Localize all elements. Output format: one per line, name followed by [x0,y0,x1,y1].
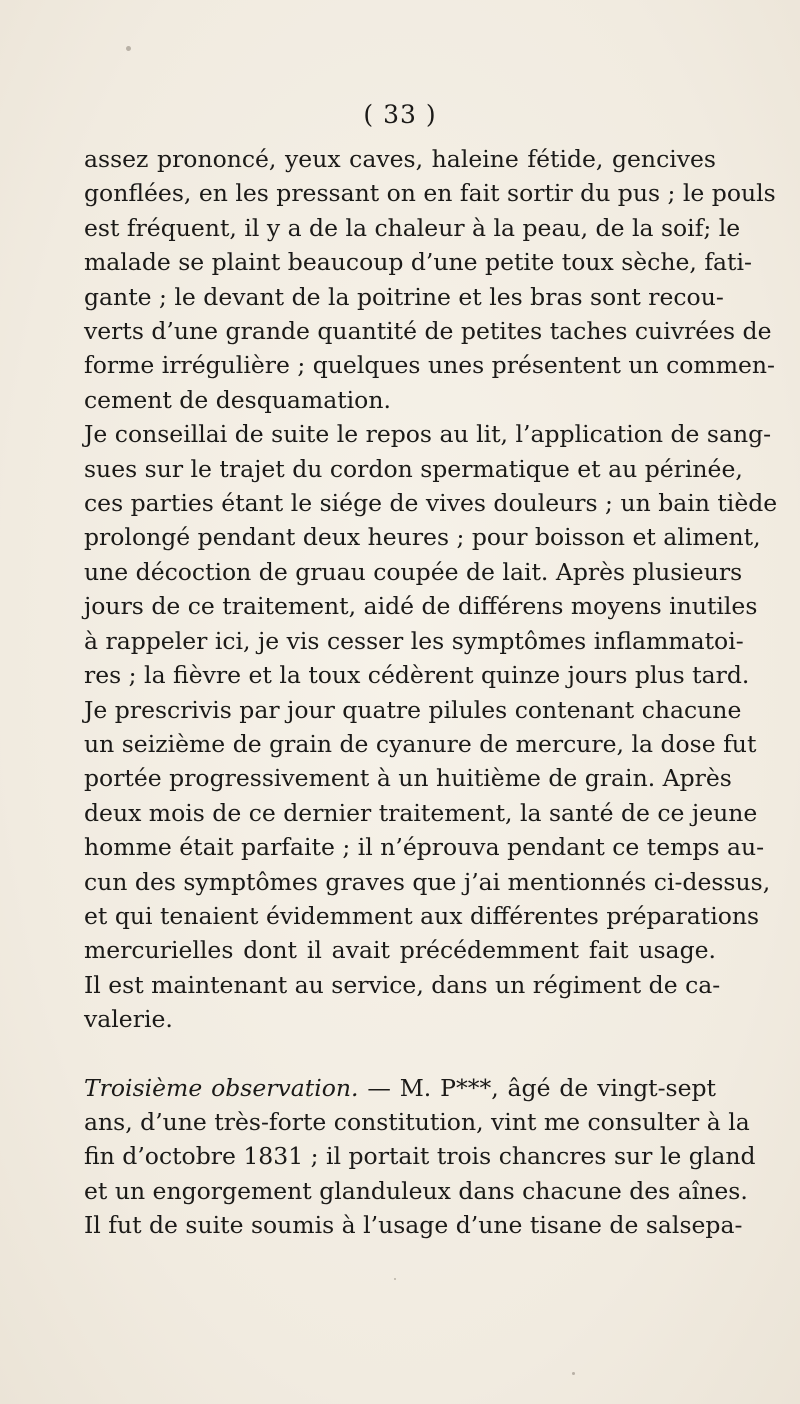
text-line: homme était parfaite ; il n’éprouva pendant ce temps au- [84,833,765,862]
text-line: valerie. [84,1005,173,1034]
text-line: mercurielles dont il avait précédemment fait usage. [84,936,716,965]
text-line: gante ; le devant de la poitrine et les bras sont recou- [84,282,724,311]
text-line: verts d’une grande quantité de petites taches cuivrées de [84,317,772,346]
text-line: une décoction de gruau coupée de lait. Après plusieurs [84,557,743,586]
text-line: ces parties étant le siége de vives douleurs ; un bain tiède [84,489,778,518]
text-line: sues sur le trajet du cordon spermatique et au périnée, [84,454,743,483]
text-line: res ; la fièvre et la toux cédèrent quinze jours plus tard. [84,661,750,690]
ink-speck [394,1278,396,1280]
text-line: Il est maintenant au service, dans un régiment de ca- [84,970,721,999]
observation-heading: Troisième observation. [84,1073,359,1102]
text-line: est fréquent, il y a de la chaleur à la peau, de la soif; le [84,213,741,242]
page-number: ( 33 ) [363,100,437,129]
ink-speck [126,46,131,51]
body-text [84,142,778,1243]
text-line: Il fut de suite soumis à l’usage d’une tisane de salsepa- [84,1211,743,1240]
text-line: fin d’octobre 1831 ; il portait trois chancres sur le gland [84,1142,756,1171]
paragraph-spacer [84,1037,716,1071]
text-line: et qui tenaient évidemment aux différentes préparations [84,901,760,930]
text-line: un seizième de grain de cyanure de mercure, la dose fut [84,729,757,758]
text-line: et un engorgement glanduleux dans chacune des aînes. [84,1176,748,1205]
text-line: à rappeler ici, je vis cesser les symptômes inflammatoi- [84,626,744,655]
text-line: assez prononcé, yeux caves, haleine fétide, gencives [84,145,716,173]
observation-intro: — M. P***, âgé de vingt-sept [358,1073,717,1102]
text-line [84,1071,716,1105]
paragraph-1 [84,142,776,417]
text-line: malade se plaint beaucoup d’une petite toux sèche, fati- [84,248,752,277]
text-line: deux mois de ce dernier traitement, la santé de ce jeune [84,798,758,827]
text-line: cun des symptômes graves que j’ai mentionnés ci-dessus, [84,867,771,896]
text-line: prolongé pendant deux heures ; pour boisson et aliment, [84,523,761,552]
ink-speck [572,1372,575,1375]
text-line: forme irrégulière ; quelques unes présentent un commen- [84,351,775,380]
text-line: portée progressivement à un huitième de grain. Après [84,764,732,793]
paragraph-2 [84,417,778,1036]
text-line: Je conseillai de suite le repos au lit, l’application de sang- [84,420,772,449]
text-line: ans, d’une très-forte constitution, vint me consulter à la [84,1107,750,1136]
text-line: jours de ce traitement, aidé de différens moyens inutiles [84,592,758,621]
text-line: gonflées, en les pressant on en fait sortir du pus ; le pouls [84,179,776,208]
text-line: cement de desquamation. [84,385,391,414]
paragraph-3 [84,1071,756,1243]
text-line: Je prescrivis par jour quatre pilules contenant chacune [84,695,742,724]
